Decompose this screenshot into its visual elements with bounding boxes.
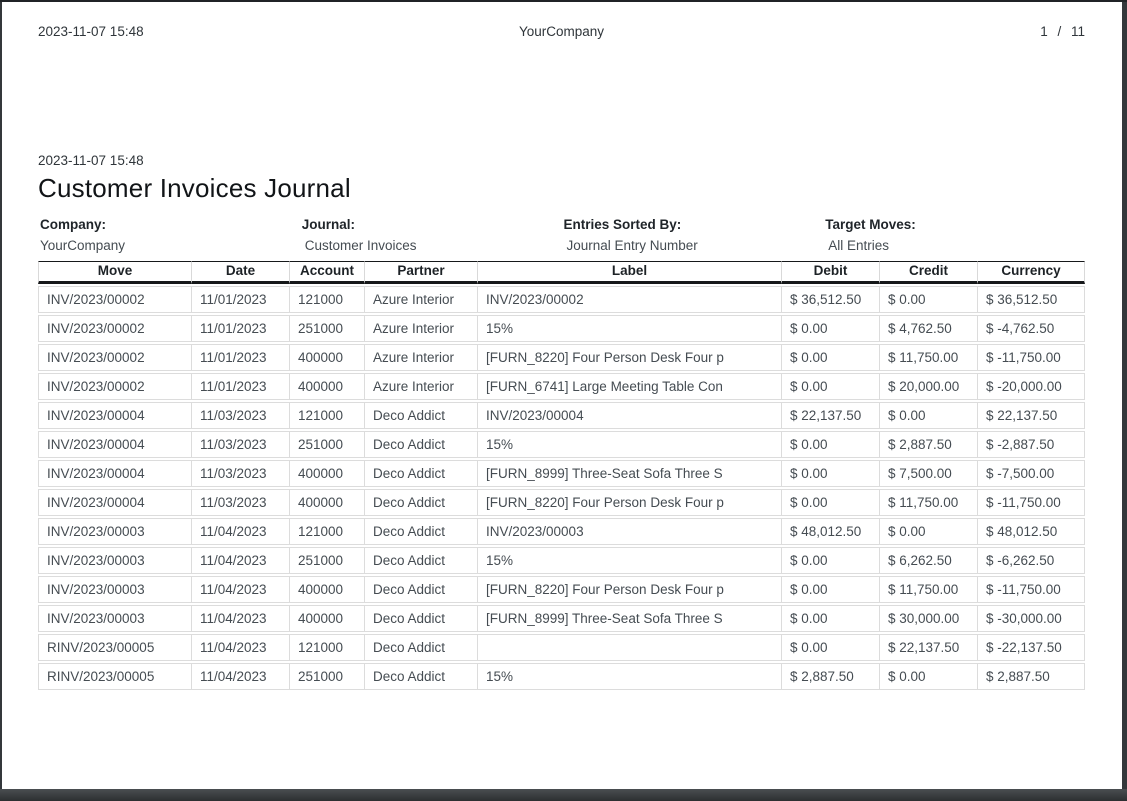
table-cell: Azure Interior [365, 286, 478, 313]
table-cell: $ 0.00 [880, 402, 978, 429]
table-cell: $ 2,887.50 [978, 663, 1085, 690]
table-cell: INV/2023/00004 [38, 489, 192, 516]
header-timestamp: 2023-11-07 15:48 [38, 24, 144, 39]
table-row [38, 489, 1085, 516]
table-cell: 121000 [290, 634, 365, 661]
column-header-label: Label [478, 261, 782, 284]
table-cell: 11/01/2023 [192, 373, 290, 400]
table-cell: Deco Addict [365, 634, 478, 661]
table-cell: 400000 [290, 344, 365, 371]
table-row [38, 576, 1085, 603]
table-header-row [38, 261, 1085, 284]
table-cell: 11/03/2023 [192, 402, 290, 429]
report-meta [38, 217, 1085, 253]
table-cell: INV/2023/00004 [38, 460, 192, 487]
table-cell: Azure Interior [365, 315, 478, 342]
table-cell: INV/2023/00003 [38, 576, 192, 603]
table-cell: $ 7,500.00 [880, 460, 978, 487]
table-cell: $ 22,137.50 [782, 402, 880, 429]
table-cell: $ 0.00 [782, 344, 880, 371]
table-cell: $ 0.00 [782, 373, 880, 400]
report-timestamp: 2023-11-07 15:48 [38, 153, 144, 168]
meta-label: Journal: [301, 217, 356, 232]
meta-label: Target Moves: [825, 217, 916, 232]
table-cell: 121000 [290, 402, 365, 429]
table-cell: $ -20,000.00 [978, 373, 1085, 400]
table-cell: 11/04/2023 [192, 518, 290, 545]
table-cell: $ 30,000.00 [880, 605, 978, 632]
table-cell: 11/01/2023 [192, 344, 290, 371]
table-cell: 15% [478, 315, 782, 342]
table-row [38, 373, 1085, 400]
column-header-move: Move [38, 261, 192, 284]
table-cell: [FURN_8999] Three-Seat Sofa Three S [478, 605, 782, 632]
column-header-partner: Partner [365, 261, 478, 284]
table-cell: $ 48,012.50 [782, 518, 880, 545]
table-cell: [FURN_6741] Large Meeting Table Con [478, 373, 782, 400]
meta-label: Entries Sorted By: [563, 217, 682, 232]
report-body [38, 153, 1085, 692]
meta-value: Journal Entry Number [566, 238, 698, 253]
table-cell: $ 0.00 [880, 663, 978, 690]
table-cell: 11/03/2023 [192, 460, 290, 487]
table-cell: 11/01/2023 [192, 286, 290, 313]
table-cell: $ -11,750.00 [978, 576, 1085, 603]
table-cell: $ 11,750.00 [880, 576, 978, 603]
table-cell: INV/2023/00004 [38, 402, 192, 429]
column-header-account: Account [290, 261, 365, 284]
table-cell: INV/2023/00004 [478, 402, 782, 429]
table-cell: 400000 [290, 605, 365, 632]
table-cell: 11/03/2023 [192, 489, 290, 516]
meta-journal [300, 217, 562, 253]
table-cell: 251000 [290, 547, 365, 574]
table-cell: $ -6,262.50 [978, 547, 1085, 574]
table-cell: Deco Addict [365, 576, 478, 603]
table-cell: 11/04/2023 [192, 634, 290, 661]
table-cell: INV/2023/00002 [38, 344, 192, 371]
table-row [38, 634, 1085, 661]
table-cell: $ 4,762.50 [880, 315, 978, 342]
table-cell: 400000 [290, 489, 365, 516]
table-row [38, 344, 1085, 371]
column-header-credit: Credit [880, 261, 978, 284]
table-cell: RINV/2023/00005 [38, 634, 192, 661]
table-cell: $ -7,500.00 [978, 460, 1085, 487]
table-cell: $ 22,137.50 [978, 402, 1085, 429]
table-cell: INV/2023/00002 [38, 373, 192, 400]
table-cell: $ 22,137.50 [880, 634, 978, 661]
column-header-debit: Debit [782, 261, 880, 284]
column-header-date: Date [192, 261, 290, 284]
meta-value: Customer Invoices [304, 238, 417, 253]
table-cell: 11/01/2023 [192, 315, 290, 342]
table-cell: $ 0.00 [782, 489, 880, 516]
table-row [38, 402, 1085, 429]
table-cell: Deco Addict [365, 663, 478, 690]
meta-company [38, 217, 300, 253]
table-cell: Deco Addict [365, 431, 478, 458]
table-cell: Azure Interior [365, 344, 478, 371]
table-cell: INV/2023/00003 [38, 605, 192, 632]
meta-sorted-by [562, 217, 824, 253]
table-cell: $ 0.00 [880, 518, 978, 545]
table-cell: 121000 [290, 518, 365, 545]
pdf-page [2, 2, 1122, 789]
table-cell: INV/2023/00002 [38, 315, 192, 342]
meta-target-moves [823, 217, 1085, 253]
table-cell: 15% [478, 431, 782, 458]
table-cell: $ 0.00 [782, 315, 880, 342]
table-cell: [FURN_8220] Four Person Desk Four p [478, 489, 782, 516]
table-cell: $ 0.00 [782, 576, 880, 603]
header-company-name: YourCompany [518, 24, 605, 39]
table-cell: $ -30,000.00 [978, 605, 1085, 632]
table-cell: 400000 [290, 576, 365, 603]
journal-entries-table [38, 259, 1085, 692]
table-cell: $ 0.00 [880, 286, 978, 313]
table-row [38, 286, 1085, 313]
table-cell: 11/04/2023 [192, 576, 290, 603]
table-cell: INV/2023/00003 [38, 547, 192, 574]
table-cell: 11/03/2023 [192, 431, 290, 458]
table-cell: $ 0.00 [782, 460, 880, 487]
column-header-currency: Currency [978, 261, 1085, 284]
table-cell: 251000 [290, 315, 365, 342]
table-cell: INV/2023/00004 [38, 431, 192, 458]
table-cell: 121000 [290, 286, 365, 313]
header-page-number: 1 / 11 [1040, 24, 1085, 39]
table-cell: $ -11,750.00 [978, 489, 1085, 516]
table-cell: INV/2023/00002 [38, 286, 192, 313]
table-cell [478, 634, 782, 661]
table-cell: Deco Addict [365, 518, 478, 545]
table-cell: INV/2023/00003 [478, 518, 782, 545]
table-cell: Deco Addict [365, 547, 478, 574]
table-cell: $ 2,887.50 [880, 431, 978, 458]
table-cell: 11/04/2023 [192, 547, 290, 574]
table-row [38, 431, 1085, 458]
table-cell: INV/2023/00003 [38, 518, 192, 545]
table-cell: 251000 [290, 663, 365, 690]
table-cell: 15% [478, 663, 782, 690]
table-cell: $ 11,750.00 [880, 489, 978, 516]
table-cell: 400000 [290, 460, 365, 487]
meta-value: YourCompany [40, 238, 126, 253]
journal-table-body [38, 286, 1085, 690]
table-cell: $ 36,512.50 [782, 286, 880, 313]
table-cell: $ 11,750.00 [880, 344, 978, 371]
table-cell: $ -22,137.50 [978, 634, 1085, 661]
table-row [38, 315, 1085, 342]
table-cell: $ 20,000.00 [880, 373, 978, 400]
table-cell: [FURN_8220] Four Person Desk Four p [478, 576, 782, 603]
table-cell: RINV/2023/00005 [38, 663, 192, 690]
report-title: Customer Invoices Journal [38, 173, 351, 203]
table-cell: 11/04/2023 [192, 663, 290, 690]
table-cell: $ -11,750.00 [978, 344, 1085, 371]
table-cell: $ 0.00 [782, 431, 880, 458]
table-row [38, 663, 1085, 690]
table-cell: 11/04/2023 [192, 605, 290, 632]
table-cell: Deco Addict [365, 402, 478, 429]
table-row [38, 518, 1085, 545]
table-cell: [FURN_8220] Four Person Desk Four p [478, 344, 782, 371]
table-cell: $ 48,012.50 [978, 518, 1085, 545]
table-cell: $ -4,762.50 [978, 315, 1085, 342]
table-cell: $ 2,887.50 [782, 663, 880, 690]
table-cell: $ 6,262.50 [880, 547, 978, 574]
table-row [38, 547, 1085, 574]
table-cell: 251000 [290, 431, 365, 458]
table-cell: Deco Addict [365, 460, 478, 487]
table-cell: $ -2,887.50 [978, 431, 1085, 458]
table-cell: Deco Addict [365, 489, 478, 516]
table-cell: $ 0.00 [782, 605, 880, 632]
meta-label: Company: [40, 217, 107, 232]
meta-value: All Entries [828, 238, 890, 253]
table-cell: INV/2023/00002 [478, 286, 782, 313]
table-cell: 400000 [290, 373, 365, 400]
table-row [38, 605, 1085, 632]
table-cell: Azure Interior [365, 373, 478, 400]
table-cell: $ 0.00 [782, 634, 880, 661]
table-cell: [FURN_8999] Three-Seat Sofa Three S [478, 460, 782, 487]
page-running-header [38, 24, 1085, 39]
table-row [38, 460, 1085, 487]
table-cell: $ 36,512.50 [978, 286, 1085, 313]
table-cell: Deco Addict [365, 605, 478, 632]
table-cell: 15% [478, 547, 782, 574]
table-cell: $ 0.00 [782, 547, 880, 574]
